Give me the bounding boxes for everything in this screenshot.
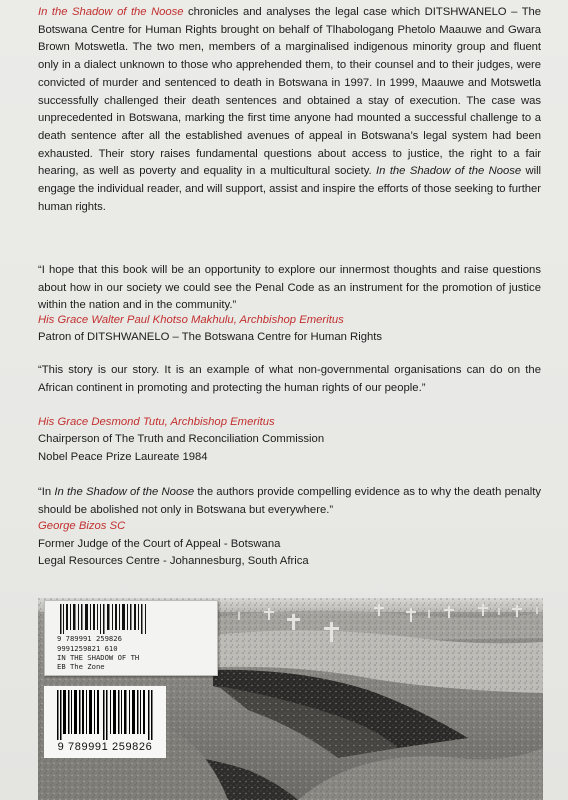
quote-bizos-post: the authors provide compelling evidence as to why the death penalty should be abolished not only in Botswana but everywhere.” xyxy=(38,486,541,516)
quote-tutu: “This story is our story. It is an example of what non-governmental organisations can do on the African continent in promoting and protecting the human rights of our people.” xyxy=(38,364,541,394)
sticker-shop-line: EB The Zone xyxy=(57,662,105,671)
book-title-italic-2: In the Shadow of the Noose xyxy=(376,165,522,178)
quote-makhulu: “I hope that this book will be an opportunity to explore our innermost thoughts and raise questions about how in our society we could see the Penal Code as an instrument for the promotion of justice within the nation and in the community.” xyxy=(38,264,541,311)
sticker-barcode-icon xyxy=(60,604,150,634)
role-bizos-1: Former Judge of the Court of Appeal - Botswana xyxy=(38,538,281,550)
role-bizos-2: Legal Resources Centre - Johannesburg, South Africa xyxy=(38,555,309,567)
quote-bizos xyxy=(38,484,541,519)
bookshop-sticker xyxy=(44,600,218,676)
isbn-barcode xyxy=(44,686,166,758)
quote-bizos-title: In the Shadow of the Noose xyxy=(54,486,195,498)
blurb-text-1: chronicles and analyses the legal case which DITSHWANELO – The Botswana Centre for Human Rights brought on behalf of Tlhabologang Phetolo Maauwe and Gwara Brown Motswetla. The two men, members of a marginalised indigenous minority group and fluent only in a dialect unknown to those who apprehended them, to their counsel and to their judges, were convicted of murder and sentenced to death in Botswana in 1997. In 1999, Maauwe and Motswetla successfully challenged their death sentences and obtained a stay of execution. The case was unprecedented in Botswana, marking the first time anyone had mounted a successful challenge to a death sentence after all the established avenues of appeal in Botswana’s legal system had been exhausted. Their story raises fundamental questions about access to justice, the right to a fair hearing, as well as poverty and equality in a multicultural society. xyxy=(38,6,542,178)
attribution-bizos: George Bizos SC xyxy=(38,520,126,532)
sticker-code-line: 9991259821 610 xyxy=(57,644,118,653)
role-tutu-1: Chairperson of The Truth and Reconciliation Commission xyxy=(38,433,325,445)
book-title-italic: In the Shadow of the Noose xyxy=(38,6,184,18)
quote-bizos-pre: “In xyxy=(38,486,55,498)
isbn-number: 9 789991 259826 xyxy=(57,741,153,753)
attribution-makhulu: His Grace Walter Paul Khotso Makhulu, Archbishop Emeritus xyxy=(38,314,344,326)
attribution-tutu: His Grace Desmond Tutu, Archbishop Emeritus xyxy=(38,416,275,428)
sticker-title-line: IN THE SHADOW OF TH xyxy=(57,653,140,662)
role-tutu-2: Nobel Peace Prize Laureate 1984 xyxy=(38,451,208,463)
isbn-barcode-icon xyxy=(57,690,153,740)
role-makhulu-1: Patron of DITSHWANELO – The Botswana Centre for Human Rights xyxy=(38,331,383,343)
blurb-text-2: will engage the individual reader, and will support, assist and inspire the efforts of those seeking to further human rights. xyxy=(38,165,542,213)
blurb-paragraph xyxy=(38,4,541,216)
sticker-barcode-number: 9 789991 259826 xyxy=(57,634,122,643)
